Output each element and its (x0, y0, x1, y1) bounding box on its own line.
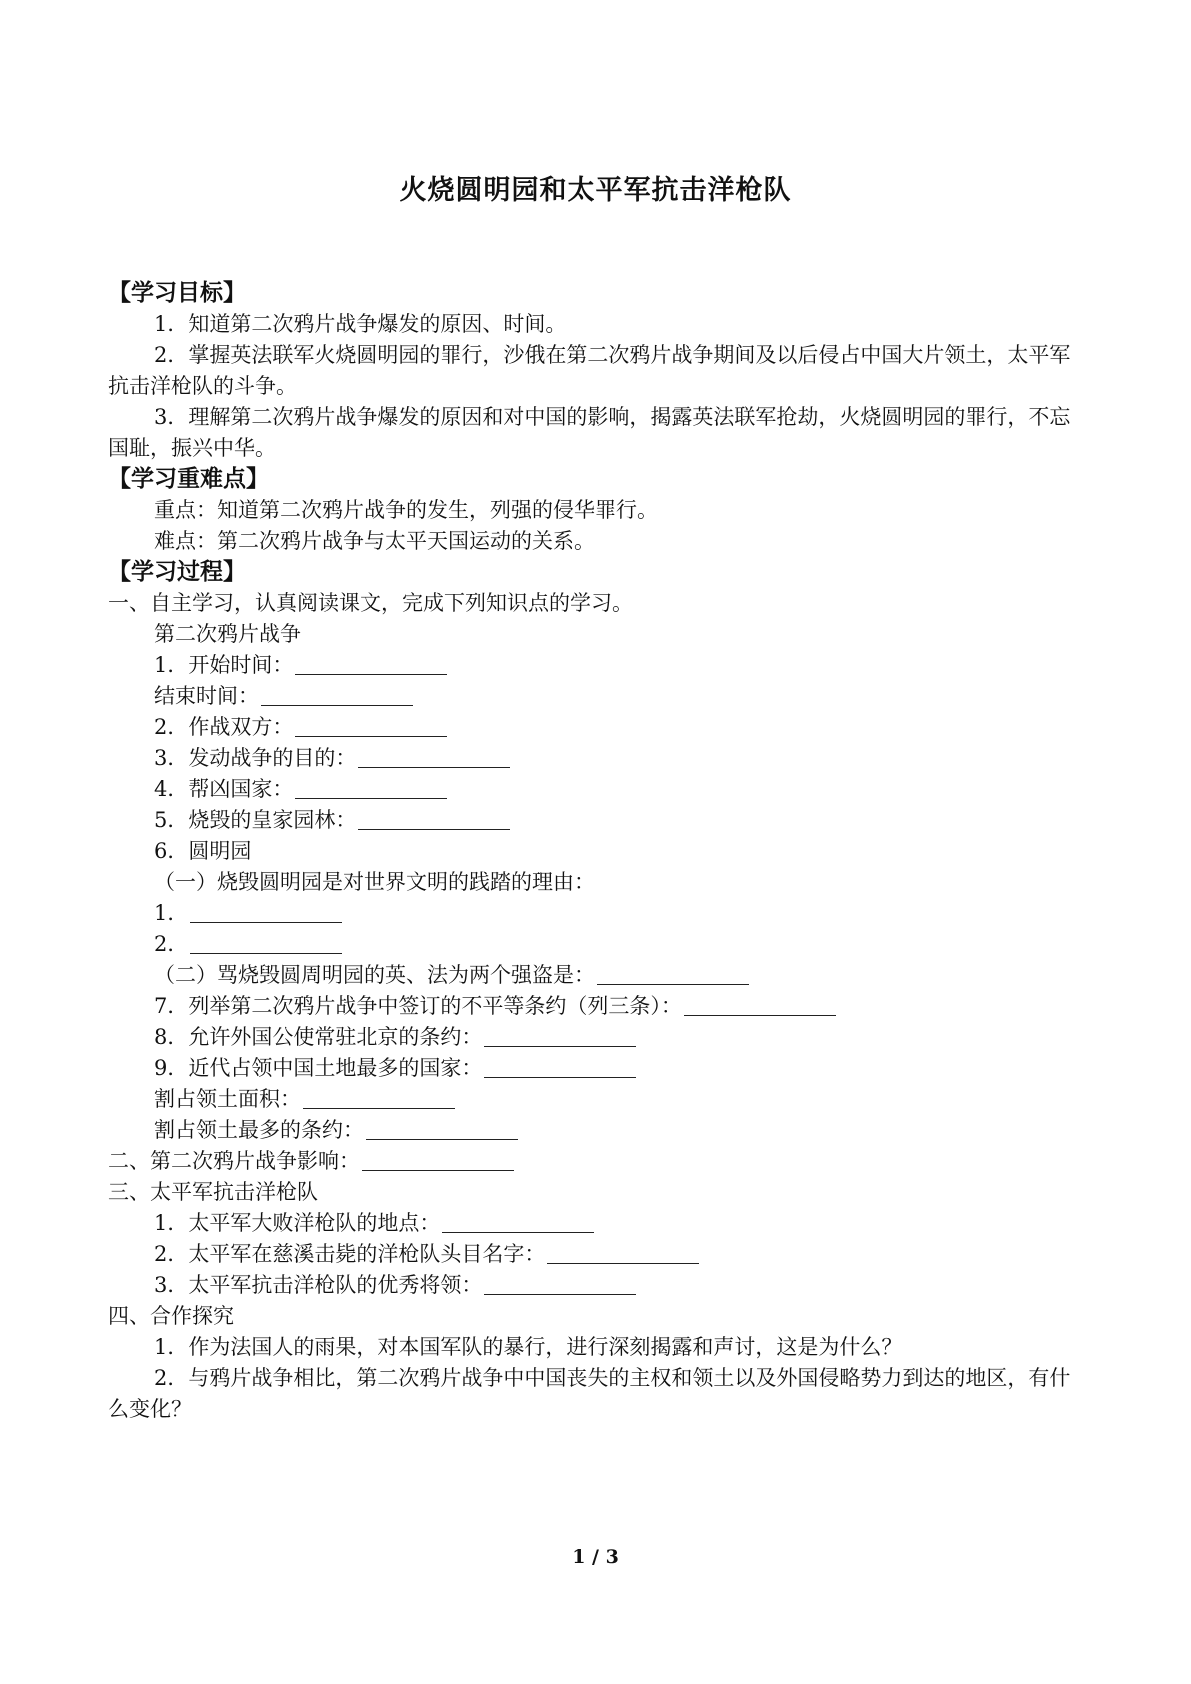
page-title: 火烧圆明园和太平军抗击洋枪队 (399, 175, 792, 206)
answer-blank (484, 1056, 636, 1078)
part-3-question-3 (108, 1270, 1083, 1301)
heading-key-points: 【学习重难点】 (108, 466, 269, 492)
question-label: 7．列举第二次鸦片战争中签订的不平等条约（列三条）： (154, 994, 682, 1018)
part-4-heading: 四、合作探究 (108, 1304, 234, 1328)
question-9 (108, 1053, 1083, 1084)
question-label: 9．近代占领中国土地最多的国家： (154, 1056, 483, 1080)
question-label: 2． (154, 932, 189, 956)
question-label: 2．作战双方： (154, 715, 294, 739)
question-6b (108, 960, 1083, 991)
question-label: 1． (154, 901, 189, 925)
part-2-heading (108, 1146, 1083, 1177)
key-focus: 重点：知道第二次鸦片战争的发生，列强的侵华罪行。 (154, 498, 658, 522)
heading-learning-goals: 【学习目标】 (108, 280, 246, 306)
question-1a (108, 650, 1083, 681)
question-label: 4．帮凶国家： (154, 777, 294, 801)
part-3-heading: 三、太平军抗击洋枪队 (108, 1180, 318, 1204)
answer-blank (484, 1273, 636, 1295)
question-label: 3．发动战争的目的： (154, 746, 357, 770)
answer-blank (358, 746, 510, 768)
page-number: 1 / 3 (572, 1546, 619, 1568)
answer-blank (547, 1242, 699, 1264)
answer-blank (303, 1087, 455, 1109)
question-6: 6．圆明园 (154, 839, 252, 863)
question-label: 1．开始时间： (154, 653, 294, 677)
question-9b (108, 1115, 1083, 1146)
answer-blank (261, 684, 413, 706)
question-label: 二、第二次鸦片战争影响： (108, 1149, 360, 1173)
question-label: 结束时间： (154, 684, 259, 708)
document-body (108, 278, 1083, 1425)
key-difficulty: 难点：第二次鸦片战争与太平天国运动的关系。 (154, 529, 595, 553)
answer-blank (366, 1118, 518, 1140)
answer-blank (484, 1025, 636, 1047)
answer-blank (295, 715, 447, 737)
question-3 (108, 743, 1083, 774)
part-3-question-2 (108, 1239, 1083, 1270)
question-8 (108, 1022, 1083, 1053)
part-4-question-1: 1．作为法国人的雨果，对本国军队的暴行，进行深刻揭露和声讨，这是为什么？ (154, 1335, 903, 1359)
question-6a-2 (108, 929, 1083, 960)
question-label: 2．太平军在慈溪击毙的洋枪队头目名字： (154, 1242, 546, 1266)
question-label: 8．允许外国公使常驻北京的条约： (154, 1025, 483, 1049)
question-6a: （一）烧毁圆明园是对世界文明的践踏的理由： (154, 870, 595, 894)
question-label: 割占领土最多的条约： (154, 1118, 364, 1142)
question-label: （二）骂烧毁圆周明园的英、法为两个强盗是： (154, 963, 595, 987)
question-5 (108, 805, 1083, 836)
part-3-question-1 (108, 1208, 1083, 1239)
answer-blank (190, 901, 342, 923)
answer-blank (362, 1149, 514, 1171)
question-9a (108, 1084, 1083, 1115)
question-6a-1 (108, 898, 1083, 929)
answer-blank (684, 994, 836, 1016)
question-label: 割占领土面积： (154, 1087, 301, 1111)
answer-blank (295, 653, 447, 675)
question-label: 5．烧毁的皇家园林： (154, 808, 357, 832)
heading-learning-process: 【学习过程】 (108, 559, 246, 585)
question-4 (108, 774, 1083, 805)
answer-blank (190, 932, 342, 954)
subheading-second-opium-war: 第二次鸦片战争 (154, 622, 301, 646)
part-4-question-2: 2．与鸦片战争相比，第二次鸦片战争中中国丧失的主权和领土以及外国侵略势力到达的地区，有什么变化？ (108, 1366, 1071, 1421)
question-7 (108, 991, 1083, 1022)
part-1-heading: 一、自主学习，认真阅读课文，完成下列知识点的学习。 (108, 591, 633, 615)
question-2 (108, 712, 1083, 743)
answer-blank (295, 777, 447, 799)
question-label: 1．太平军大败洋枪队的地点： (154, 1211, 441, 1235)
goal-3: 3．理解第二次鸦片战争爆发的原因和对中国的影响，揭露英法联军抢劫，火烧圆明园的罪行，不忘国耻，振兴中华。 (108, 405, 1071, 460)
question-label: 3．太平军抗击洋枪队的优秀将领： (154, 1273, 483, 1297)
question-1b (108, 681, 1083, 712)
answer-blank (597, 963, 749, 985)
answer-blank (358, 808, 510, 830)
answer-blank (442, 1211, 594, 1233)
goal-1: 1．知道第二次鸦片战争爆发的原因、时间。 (154, 312, 567, 336)
goal-2: 2．掌握英法联军火烧圆明园的罪行，沙俄在第二次鸦片战争期间及以后侵占中国大片领土，太平军抗击洋枪队的斗争。 (108, 343, 1071, 398)
